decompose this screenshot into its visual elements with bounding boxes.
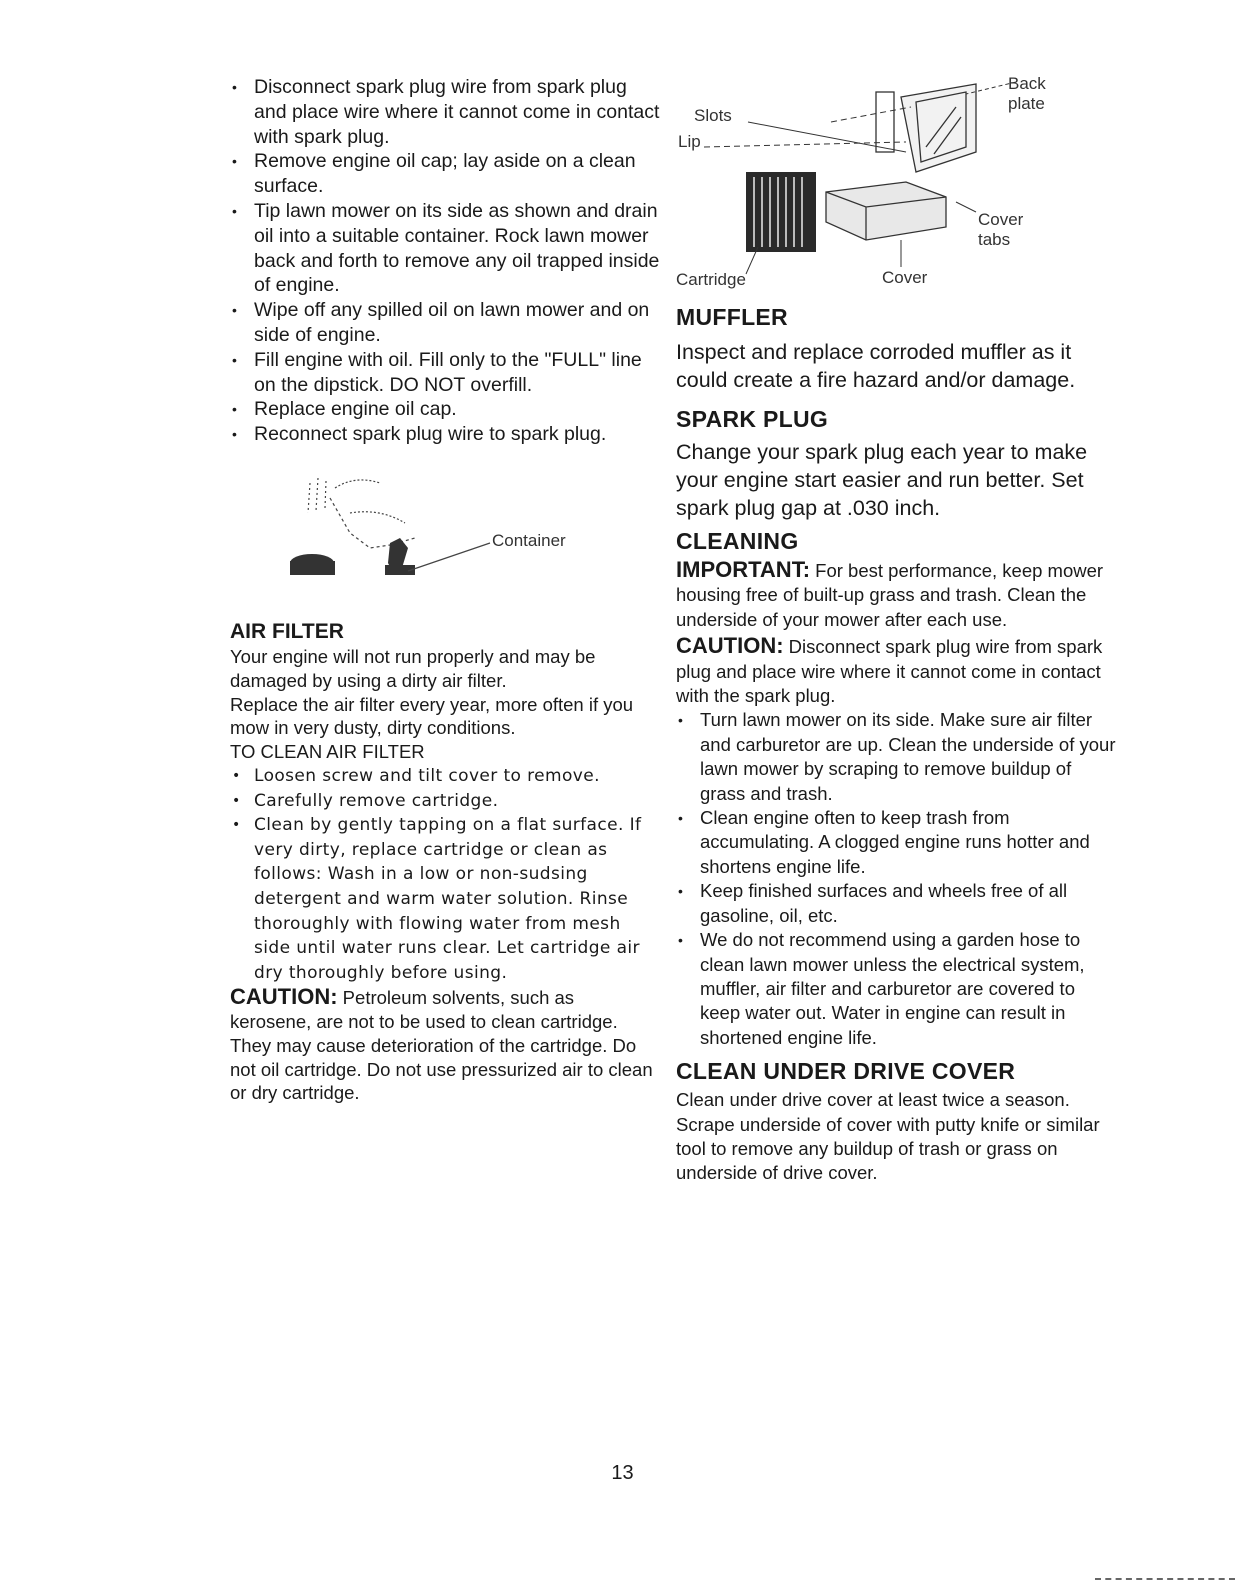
cover-tabs-label: Cover tabs <box>978 210 1024 249</box>
list-item: • Clean by gently tapping on a flat surface. If very dirty, replace cartridge or clean as follows: Wash in a low or non-sudsing detergent and warm water solution. Rinse thoroughly with flowing water from mesh side until water runs clear. Let cartridge air dry thoroughly before using. <box>230 813 660 985</box>
caution-text: Disconnect spark plug wire from spark plug and place wire where it cannot come in contact with the spark plug. <box>676 636 1103 707</box>
drive-cover-text: Clean under drive cover at least twice a season. Scrape underside of cover with putty knife or similar tool to remove any buildup of trash or grass on underside of drive cover. <box>676 1089 1100 1184</box>
page-number: 13 <box>611 1462 634 1484</box>
important-text: For best performance, keep mower housing free of built-up grass and trash. Clean the underside of your mower after each use. <box>676 560 1104 630</box>
list-item: • Carefully remove cartridge. <box>230 789 660 814</box>
mower-tipped-drawing <box>230 453 630 623</box>
oil-change-steps <box>230 75 660 447</box>
air-filter-para-1: Your engine will not run properly and may be damaged by using a dirty air filter. <box>230 645 596 691</box>
air-filter-heading: AIR FILTER <box>230 619 344 643</box>
list-item: • Keep finished surfaces and wheels free of all gasoline, oil, etc. <box>676 879 1116 928</box>
cartridge-label: Cartridge <box>676 270 746 289</box>
back-plate-label: Back plate <box>1008 74 1046 113</box>
air-filter-steps <box>230 764 660 985</box>
cleaning-steps <box>676 708 1116 1050</box>
cover-label: Cover <box>882 268 928 287</box>
list-item: • Replace engine oil cap. <box>230 397 660 422</box>
muffler-heading: MUFFLER <box>676 304 788 330</box>
list-item: • Turn lawn mower on its side. Make sure air filter and carburetor are up. Clean the underside of your lawn mower by scraping to remove buildup of grass and trash. <box>676 708 1116 806</box>
air-filter-assembly-drawing <box>676 62 1116 292</box>
list-item: • Clean engine often to keep trash from accumulating. A clogged engine runs hotter and shortens engine life. <box>676 806 1116 879</box>
list-item: • Reconnect spark plug wire to spark plug. <box>230 422 660 447</box>
cleaning-heading: CLEANING <box>676 528 799 554</box>
lip-label: Lip <box>678 132 701 151</box>
oil-drain-illustration <box>230 453 630 623</box>
cleaning-caution <box>676 634 1116 708</box>
muffler-text: Inspect and replace corroded muffler as it could create a fire hazard and/or damage. <box>676 340 1076 392</box>
list-item: • Disconnect spark plug wire from spark plug and place wire where it cannot come in contact with spark plug. <box>230 75 660 149</box>
drive-cover-heading: CLEAN UNDER DRIVE COVER <box>676 1058 1016 1085</box>
list-item: • Tip lawn mower on its side as shown and drain oil into a suitable container. Rock lawn mower back and forth to remove any oil trapped inside of engine. <box>230 199 660 298</box>
list-item: • Loosen screw and tilt cover to remove. <box>230 764 660 789</box>
page-edge-mark <box>1095 1578 1235 1580</box>
slots-label: Slots <box>694 106 732 125</box>
air-filter-caution <box>230 985 660 1105</box>
cleaning-important <box>676 558 1116 632</box>
caution-label: CAUTION: <box>676 633 784 659</box>
list-item: • Fill engine with oil. Fill only to the "FULL" line on the dipstick. DO NOT overfill. <box>230 348 660 398</box>
list-item: • We do not recommend using a garden hose to clean lawn mower unless the electrical system, muffler, air filter and carburetor are covered to keep water out. Water in engine can result in shortened engine life. <box>676 928 1116 1050</box>
air-filter-para-2: Replace the air filter every year, more often if you mow in very dusty, dirty conditions. <box>230 693 634 739</box>
caution-text: Petroleum solvents, such as kerosene, are not to be used to clean cartridge. They may cause deterioration of the cartridge. Do not oil cartridge. Do not use pressurized air to clean or dry cartridge. <box>230 987 653 1104</box>
list-item: • Wipe off any spilled oil on lawn mower and on side of engine. <box>230 298 660 348</box>
left-column <box>230 75 660 1105</box>
list-item: • Remove engine oil cap; lay aside on a clean surface. <box>230 149 660 199</box>
spark-plug-heading: SPARK PLUG <box>676 406 829 432</box>
container-label: Container <box>492 530 566 550</box>
clean-air-filter-subheading: TO CLEAN AIR FILTER <box>230 741 425 763</box>
air-filter-illustration <box>676 62 1116 292</box>
spark-plug-text: Change your spark plug each year to make your engine start easier and run better. Set spark plug gap at .030 inch. <box>676 440 1088 520</box>
important-label: IMPORTANT: <box>676 557 811 582</box>
right-column <box>676 62 1116 1186</box>
caution-label: CAUTION: <box>230 984 338 1010</box>
